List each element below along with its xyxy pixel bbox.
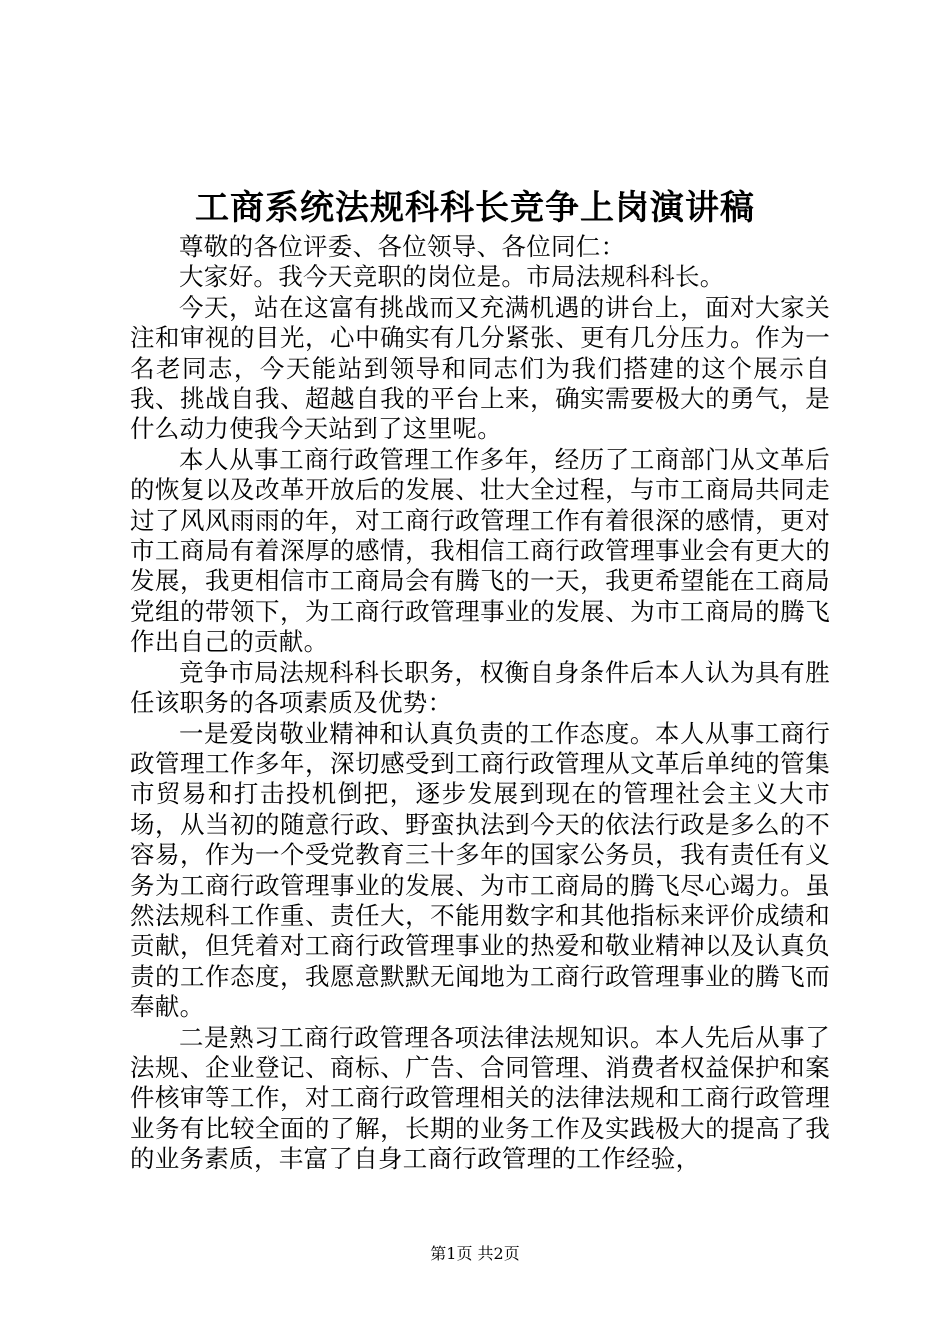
paragraph-intro: 今天，站在这富有挑战而又充满机遇的讲台上，面对大家关注和审视的目光，心中确实有几分紧张、更有几分压力。作为一名老同志，今天能站到领导和同志们为我们搭建的这个展示自我、挑战自我、超越自我的平台上来，确实需要极大的勇气，是什么动力使我今天站到了这里呢。 — [130, 292, 830, 444]
page-title: 工商系统法规科科长竞争上岗演讲稿 — [195, 188, 755, 228]
page-footer: 第1页 共2页 — [430, 1244, 520, 1263]
paragraph-point-two: 二是熟习工商行政管理各项法律法规知识。本人先后从事了法规、企业登记、商标、广告、合同管理、消费者权益保护和案件核审等工作，对工商行政管理相关的法律法规和工商行政管理业务有比较全面的了解，长期的业务工作及实践极大的提高了我的业务素质，丰富了自身工商行政管理的工作经验， — [130, 1022, 830, 1174]
paragraph-point-one: 一是爱岗敬业精神和认真负责的工作态度。本人从事工商行政管理工作多年，深切感受到工商行政管理从文革后单纯的管集市贸易和打击投机倒把，逐步发展到现在的管理社会主义大市场，从当初的随意行政、野蛮执法到今天的依法行政是多么的不容易，作为一个受党教育三十多年的国家公务员，我有责任有义务为工商行政管理事业的发展、为市工商局的腾飞尽心竭力。虽然法规科工作重、责任大，不能用数字和其他指标来评价成绩和贡献，但凭着对工商行政管理事业的热爱和敬业精神以及认真负责的工作态度，我愿意默默无闻地为工商行政管理事业的腾飞而奉献。 — [130, 718, 830, 1022]
paragraph-qualification: 竞争市局法规科科长职务，权衡自身条件后本人认为具有胜任该职务的各项素质及优势： — [130, 657, 830, 718]
paragraph-greeting: 大家好。我今天竞职的岗位是。市局法规科科长。 — [179, 262, 725, 292]
document-body — [130, 232, 830, 1175]
paragraph-experience: 本人从事工商行政管理工作多年，经历了工商部门从文革后的恢复以及改革开放后的发展、壮大全过程，与市工商局共同走过了风风雨雨的年，对工商行政管理工作有着很深的感情，更对市工商局有着深厚的感情，我相信工商行政管理事业会有更大的发展，我更相信市工商局会有腾飞的一天，我更希望能在工商局党组的带领下，为工商行政管理事业的发展、为市工商局的腾飞作出自己的贡献。 — [130, 444, 830, 657]
paragraph-salutation: 尊敬的各位评委、各位领导、各位同仁： — [179, 232, 626, 261]
